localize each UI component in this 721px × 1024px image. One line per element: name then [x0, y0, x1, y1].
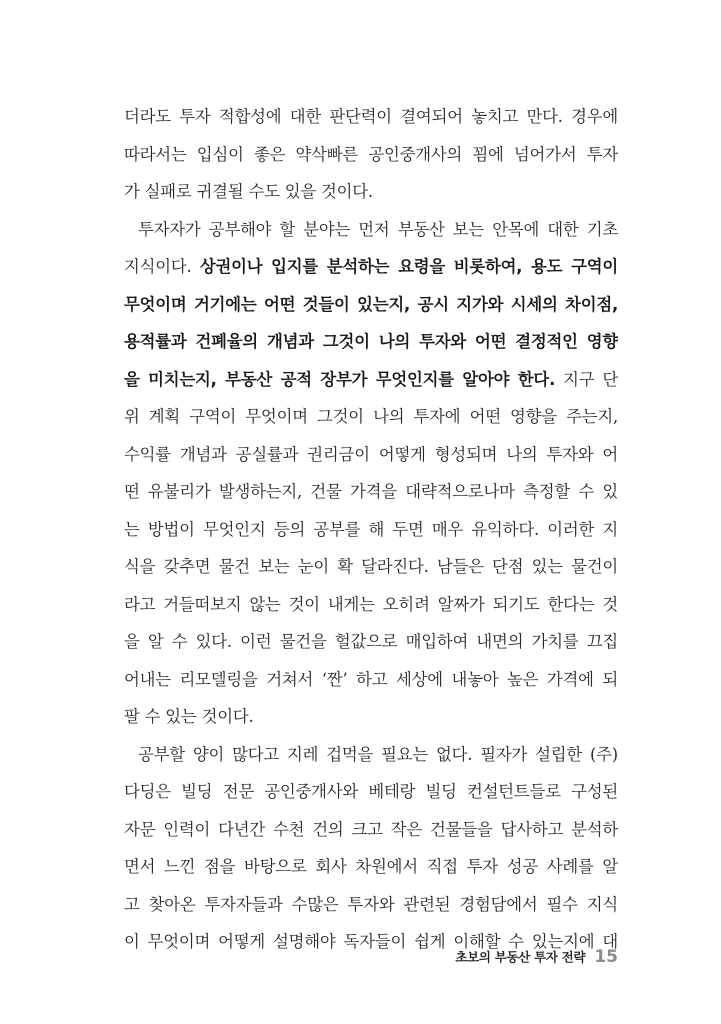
page-number: 15 — [594, 946, 618, 967]
text-run: 수익률 개념과 공실률과 권리금이 어떻게 형성되며 나의 투자와 어 — [124, 444, 618, 464]
text-run: 따라서는 입심이 좋은 약삭빠른 공인중개사의 꾐에 넘어가서 투자 — [124, 144, 618, 164]
text-line — [124, 586, 618, 624]
text-run: 떤 유불리가 발생하는지, 건물 가격을 대략적으로나마 측정할 수 있 — [124, 482, 618, 501]
text-run: 지구 단 — [555, 369, 618, 389]
text-line — [124, 773, 618, 811]
text-run: 을 알 수 있다. 이런 물건을 헐값으로 매입하여 내면의 가치를 끄집 — [124, 632, 618, 651]
emphasized-text: 상권이나 입지를 분석하는 요령을 비롯하여, 용도 구역이 — [199, 257, 618, 276]
text-line — [124, 173, 618, 211]
text-line — [124, 661, 618, 699]
text-line — [124, 698, 618, 736]
text-run: 투자자가 공부해야 할 분야는 먼저 부동산 보는 안목에 대한 기초 — [138, 219, 618, 239]
emphasized-text: 무엇이며 거기에는 어떤 것들이 있는지, 공시 지가와 시세의 차이점, — [124, 294, 618, 314]
text-line — [124, 98, 618, 136]
text-line — [124, 811, 618, 849]
text-line — [124, 511, 618, 549]
text-run: 다딩은 빌딩 전문 공인중개사와 베테랑 빌딩 컨설턴트들로 구성된 — [124, 782, 618, 801]
text-line — [124, 248, 618, 286]
text-line — [124, 361, 618, 399]
text-line — [124, 398, 618, 436]
text-run: 식을 갖추면 물건 보는 눈이 확 달라진다. 남들은 단점 있는 물건이 — [124, 557, 618, 576]
text-line — [124, 548, 618, 586]
text-run: 자문 인력이 다년간 수천 건의 크고 작은 건물들을 답사하고 분석하 — [124, 819, 618, 839]
text-run: 공부할 양이 많다고 지레 겁먹을 필요는 없다. 필자가 설립한 (주) — [138, 744, 618, 764]
text-line — [124, 886, 618, 924]
text-line — [124, 323, 618, 361]
text-run: 어내는 리모델링을 거쳐서 ‘짠’ 하고 세상에 내놓아 높은 가격에 되 — [124, 669, 618, 689]
text-run: 지식이다. — [124, 257, 200, 276]
text-run: 면서 느낀 점을 바탕으로 회사 차원에서 직접 투자 성공 사례를 알 — [124, 857, 618, 876]
body-text — [124, 98, 618, 961]
text-line — [124, 211, 618, 249]
text-run: 더라도 투자 적합성에 대한 판단력이 결여되어 놓치고 만다. 경우에 — [124, 107, 618, 126]
text-run: 는 방법이 무엇인지 등의 공부를 해 두면 매우 유익하다. 이러한 지 — [124, 519, 618, 539]
text-run: 이 무엇이며 어떻게 설명해야 독자들이 쉽게 이해할 수 있는지에 대 — [124, 932, 618, 951]
book-title: 초보의 부동산 투자 전략 — [455, 949, 586, 965]
text-run: 라고 거들떠보지 않는 것이 내게는 오히려 알짜가 되기도 한다는 것 — [124, 594, 618, 614]
text-run: 팔 수 있는 것이다. — [124, 707, 254, 726]
text-run: 가 실패로 귀결될 수도 있을 것이다. — [124, 182, 373, 201]
text-line — [124, 736, 618, 774]
text-line — [124, 286, 618, 324]
text-line — [124, 473, 618, 511]
text-line — [124, 623, 618, 661]
text-line — [124, 848, 618, 886]
text-run: 고 찾아온 투자자들과 수많은 투자와 관련된 경험담에서 필수 지식 — [124, 894, 618, 914]
emphasized-text: 을 미치는지, 부동산 공적 장부가 무엇인지를 알아야 한다. — [124, 369, 556, 389]
running-footer — [455, 946, 618, 967]
text-run: 위 계획 구역이 무엇이며 그것이 나의 투자에 어떤 영향을 주는지, — [124, 407, 618, 426]
text-line — [124, 136, 618, 174]
emphasized-text: 용적률과 건폐율의 개념과 그것이 나의 투자와 어떤 결정적인 영향 — [124, 332, 618, 351]
text-line — [124, 436, 618, 474]
